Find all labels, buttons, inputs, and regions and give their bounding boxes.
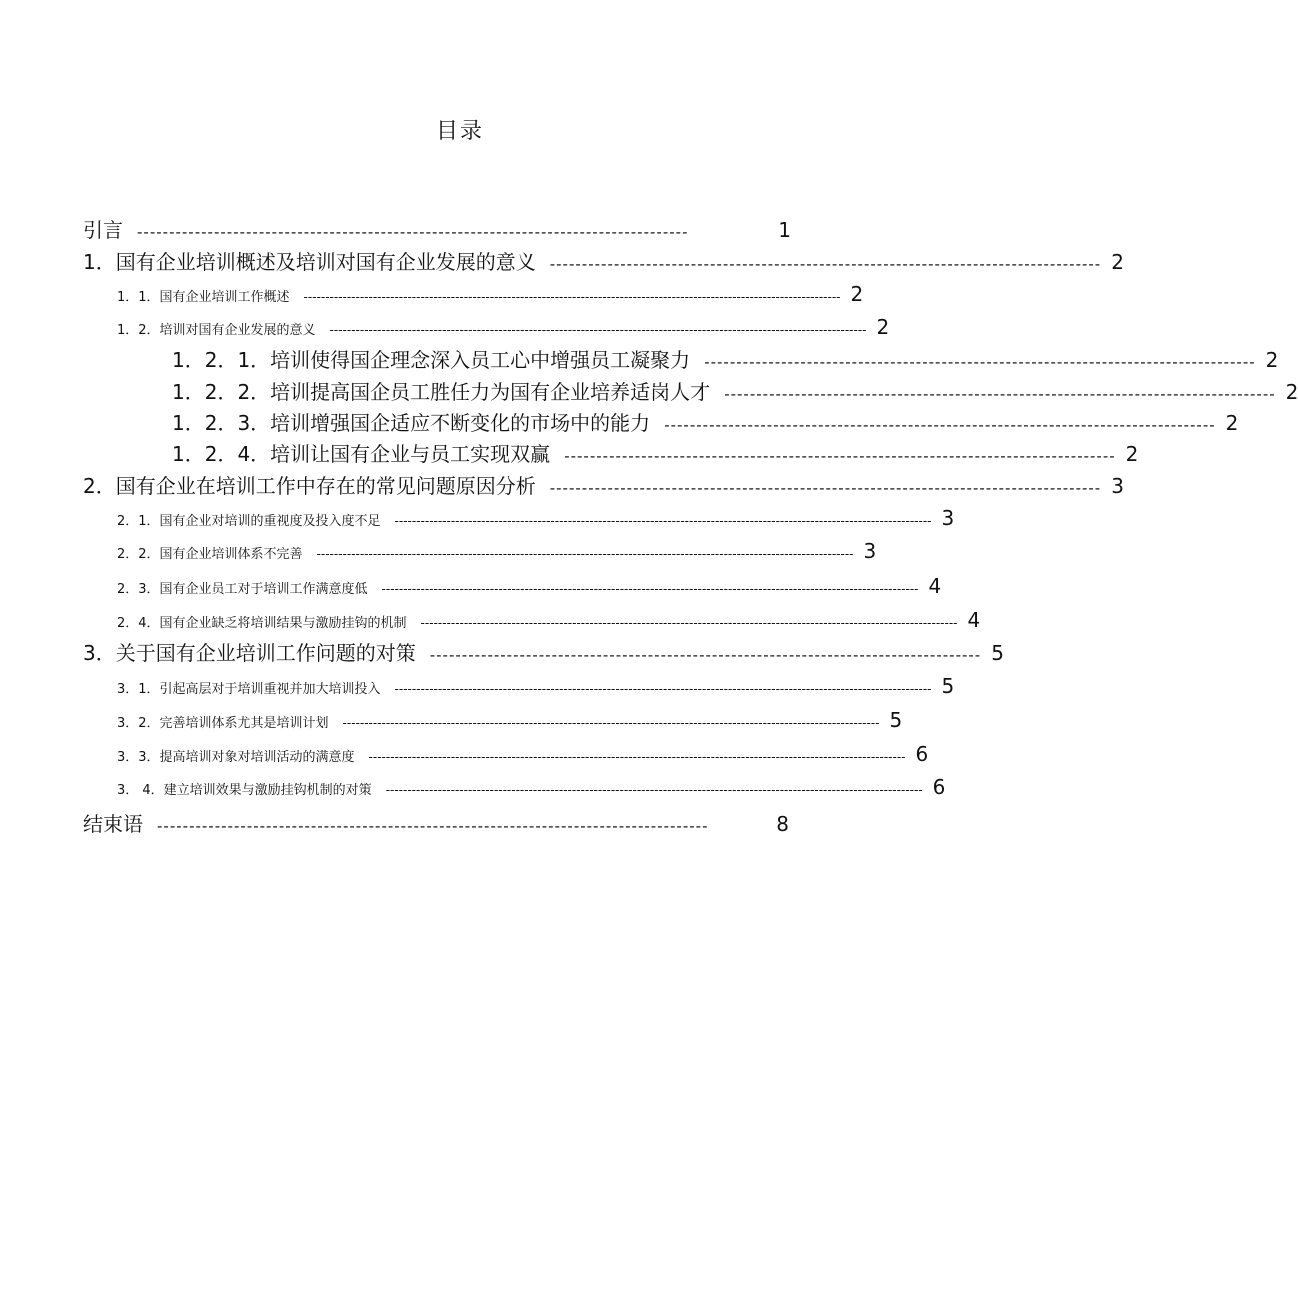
toc-entry-page: 2 xyxy=(876,315,890,339)
dot-leader: ---------------------------------------------------------------------------------------------------------------------------- xyxy=(368,750,906,764)
toc-entry-page: 6 xyxy=(932,775,946,799)
toc-entry-label: 1．1．国有企业培训工作概述 xyxy=(117,290,290,305)
toc-entry[interactable] xyxy=(172,407,1239,436)
toc-entry[interactable] xyxy=(83,470,1124,499)
toc-entry-label: 2．国有企业在培训工作中存在的常见问题原因分析 xyxy=(83,474,536,498)
dot-leader: ---------------------------------------------------------------------------------------------------------------------------- xyxy=(316,547,854,561)
toc-entry-page: 8 xyxy=(776,812,789,836)
toc-entry-label: 3．3．提高培训对象对培训活动的满意度 xyxy=(117,750,355,765)
toc-entry-page: 1 xyxy=(778,218,791,242)
dot-leader: -------------------------------------------------------------------------------------- xyxy=(549,255,1102,273)
dot-leader: ---------------------------------------------------------------------------------------------------------------------------- xyxy=(342,716,880,730)
toc-entry[interactable] xyxy=(83,246,1124,275)
toc-entry-page: 4 xyxy=(928,574,942,598)
toc-entry-label: 3．关于国有企业培训工作问题的对策 xyxy=(83,641,416,665)
toc-entry-page: 5 xyxy=(941,674,955,698)
toc-entry-label: 2．3．国有企业员工对于培训工作满意度低 xyxy=(117,582,368,597)
toc-entry-page: 3 xyxy=(941,506,955,530)
dot-leader: -------------------------------------------------------------------------------------- xyxy=(549,479,1102,497)
toc-entry[interactable] xyxy=(117,539,877,563)
toc-entry-page: 4 xyxy=(967,608,981,632)
toc-entry-page: 3 xyxy=(863,539,877,563)
toc-entry[interactable] xyxy=(117,608,981,632)
dot-leader: -------------------------------------------------------------------------------------- xyxy=(724,385,1276,403)
toc-entry-page: 2 xyxy=(850,282,864,306)
toc-title: 目录 xyxy=(435,119,484,144)
toc-entry[interactable] xyxy=(117,708,903,732)
toc-entry[interactable] xyxy=(117,742,929,766)
toc-entry-label: 引言 xyxy=(83,218,123,242)
dot-leader: ---------------------------------------------------------------------------------------------------------------------------- xyxy=(394,514,932,528)
dot-leader: ---------------------------------------------------------------------------------------------------------------------------- xyxy=(381,582,919,596)
toc-entry-page: 2 xyxy=(1285,380,1298,404)
toc-entry-page: 3 xyxy=(1111,474,1124,498)
toc-entry-label: 1．2．培训对国有企业发展的意义 xyxy=(117,323,316,338)
toc-entry-label: 3．1．引起高层对于培训重视并加大培训投入 xyxy=(117,682,381,697)
toc-entry-label: 3． 4．建立培训效果与激励挂钩机制的对策 xyxy=(117,783,372,798)
toc-entry-label: 结束语 xyxy=(83,812,143,836)
toc-entry-page: 2 xyxy=(1125,442,1139,466)
toc-entry-page: 2 xyxy=(1225,411,1239,435)
toc-entry-label: 2．1．国有企业对培训的重视度及投入度不足 xyxy=(117,514,381,529)
dot-leader: ---------------------------------------------------------------------------------------------------------------------------- xyxy=(385,783,923,797)
toc-entry-label: 1．2．2．培训提高国企员工胜任力为国有企业培养适岗人才 xyxy=(172,380,711,404)
dot-leader: ---------------------------------------------------------------------------------------------------------------------------- xyxy=(394,682,932,696)
toc-entry-label: 1．国有企业培训概述及培训对国有企业发展的意义 xyxy=(83,250,536,274)
toc-entry-label: 3．2．完善培训体系尤其是培训计划 xyxy=(117,716,329,731)
toc-entry-label: 2．2．国有企业培训体系不完善 xyxy=(117,547,303,562)
toc-entry[interactable] xyxy=(117,506,955,530)
dot-leader: -------------------------------------------------------------------------------------- xyxy=(137,223,689,241)
toc-entry-page: 6 xyxy=(915,742,929,766)
toc-entry[interactable] xyxy=(172,376,1298,405)
dot-leader: -------------------------------------------------------------------------------------- xyxy=(429,646,982,664)
dot-leader: ---------------------------------------------------------------------------------------------------------------------------- xyxy=(329,323,867,337)
toc-entry-label: 1．2．1．培训使得国企理念深入员工心中增强员工凝聚力 xyxy=(172,348,691,372)
toc-entry[interactable] xyxy=(117,775,946,799)
toc-entry-label: 2．4．国有企业缺乏将培训结果与激励挂钩的机制 xyxy=(117,616,407,631)
toc-entry[interactable] xyxy=(83,808,789,837)
toc-entry[interactable] xyxy=(117,674,955,698)
dot-leader: -------------------------------------------------------------------------------------- xyxy=(157,817,709,835)
toc-entry[interactable] xyxy=(117,574,942,598)
toc-entry-label: 1．2．3．培训增强国企适应不断变化的市场中的能力 xyxy=(172,411,651,435)
toc-entry[interactable] xyxy=(83,637,1004,666)
toc-entry[interactable] xyxy=(83,214,791,243)
dot-leader: -------------------------------------------------------------------------------------- xyxy=(704,353,1256,371)
toc-entry[interactable] xyxy=(117,282,864,306)
toc-entry[interactable] xyxy=(172,438,1139,467)
toc-entry-label: 1．2．4．培训让国有企业与员工实现双赢 xyxy=(172,442,551,466)
toc-entry[interactable] xyxy=(172,344,1279,373)
toc-entry-page: 2 xyxy=(1111,250,1124,274)
dot-leader: -------------------------------------------------------------------------------------- xyxy=(564,447,1116,465)
toc-entry[interactable] xyxy=(117,315,890,339)
toc-entry-page: 5 xyxy=(991,641,1004,665)
toc-entry-page: 5 xyxy=(889,708,903,732)
toc-entry-page: 2 xyxy=(1265,348,1279,372)
dot-leader: ---------------------------------------------------------------------------------------------------------------------------- xyxy=(420,616,958,630)
dot-leader: ---------------------------------------------------------------------------------------------------------------------------- xyxy=(303,290,841,304)
dot-leader: -------------------------------------------------------------------------------------- xyxy=(664,416,1216,434)
